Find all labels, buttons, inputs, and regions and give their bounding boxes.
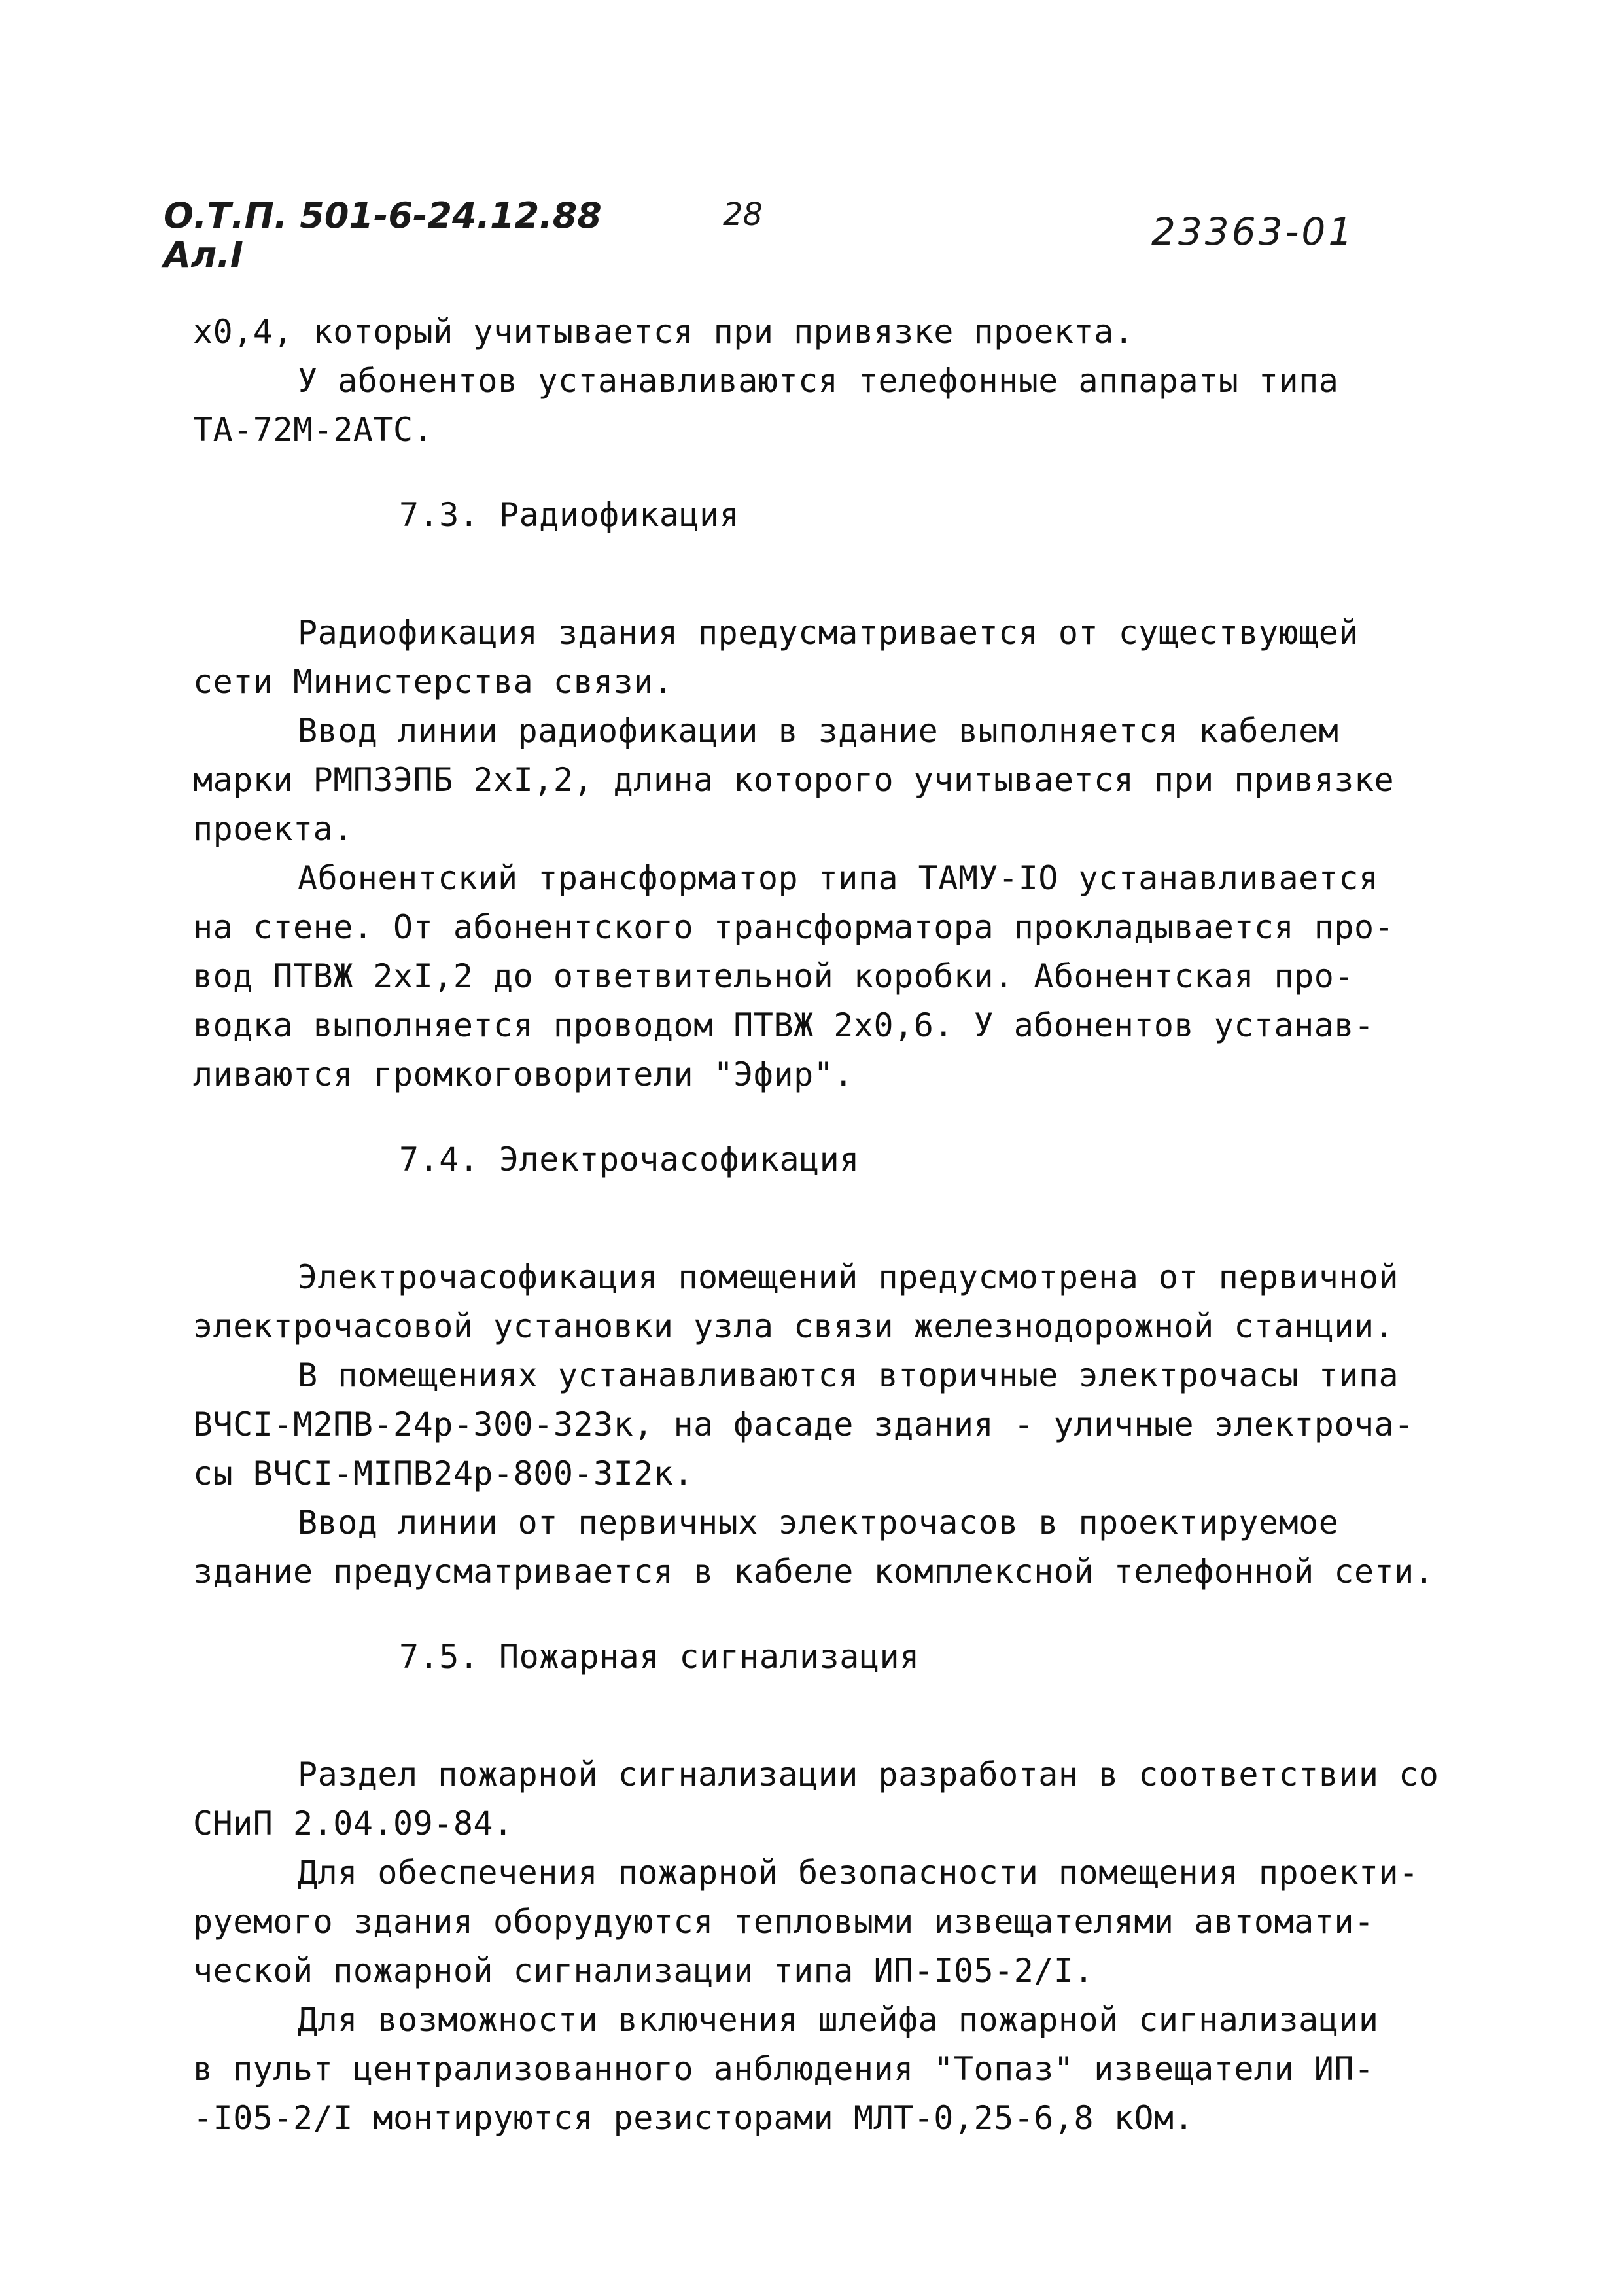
text-line: -I05-2/I монтируются резисторами МЛТ-0,25-6,8 кОм. xyxy=(193,2099,1195,2137)
text-line: Раздел пожарной сигнализации разработан в соответствии со xyxy=(298,1756,1439,1793)
text-line: ливаются громкоговорители "Эфир". xyxy=(193,1055,854,1093)
document-code-line2: Ал.I xyxy=(164,234,243,275)
text-line: Для возможности включения шлейфа пожарной сигнализации xyxy=(298,2001,1379,2039)
document-code xyxy=(164,196,602,275)
text-line: марки РМПЗЭПБ 2хI,2, длина которого учитывается при привязке xyxy=(193,761,1395,799)
text-line: сети Министерства связи. xyxy=(193,663,674,701)
document-number: 23363-01 xyxy=(1151,209,1355,254)
text-line: вод ПТВЖ 2хI,2 до ответвительной коробки. Абонентская про- xyxy=(193,957,1354,995)
text-line: ТА-72М-2АТС. xyxy=(193,411,434,449)
text-line: Абонентский трансформатор типа ТАМУ-IО устанавливается xyxy=(298,859,1379,897)
text-line: проекта. xyxy=(193,810,353,848)
text-line: руемого здания оборудуются тепловыми извещателями автомати- xyxy=(193,1903,1374,1941)
page-number: 28 xyxy=(723,196,763,233)
text-line: здание предусматривается в кабеле комплексной телефонной сети. xyxy=(193,1553,1435,1591)
document-body xyxy=(193,308,1482,2143)
text-line: Электрочасофикация помещений предусмотрена от первичной xyxy=(298,1258,1399,1296)
section-heading-7-5: 7.5. Пожарная сигнализация xyxy=(399,1638,920,1676)
text-line: ческой пожарной сигнализации типа ИП-I05-2/I. xyxy=(193,1952,1094,1990)
text-line: на стене. От абонентского трансформатора прокладывается про- xyxy=(193,908,1395,946)
text-line: электрочасовой установки узла связи железнодорожной станции. xyxy=(193,1307,1395,1345)
text-line: ВЧСI-М2ПВ-24р-300-323к, на фасаде здания - уличные электроча- xyxy=(193,1405,1414,1443)
text-line: Для обеспечения пожарной безопасности помещения проекти- xyxy=(298,1854,1419,1892)
text-line: х0,4, который учитывается при привязке проекта. xyxy=(193,313,1134,351)
text-line: У абонентов устанавливаются телефонные аппараты типа xyxy=(298,362,1339,400)
section-heading-7-4: 7.4. Электрочасофикация xyxy=(399,1140,860,1178)
text-line: водка выполняется проводом ПТВЖ 2х0,6. У абонентов устанав- xyxy=(193,1006,1374,1044)
document-code-line1: О.Т.П. 501-6-24.12.88 xyxy=(164,195,602,236)
text-line: В помещениях устанавливаются вторичные электрочасы типа xyxy=(298,1356,1399,1394)
text-line: Радиофикация здания предусматривается от существующей xyxy=(298,614,1359,652)
text-line: в пульт централизованного анблюдения "Топаз" извещатели ИП- xyxy=(193,2050,1374,2088)
text-line: Ввод линии радиофикации в здание выполняется кабелем xyxy=(298,712,1339,750)
section-heading-7-3: 7.3. Радиофикация xyxy=(399,496,740,534)
text-line: Ввод линии от первичных электрочасов в проектируемое xyxy=(298,1504,1339,1542)
text-line: СНиП 2.04.09-84. xyxy=(193,1805,514,1843)
text-line: сы ВЧСI-МIПВ24р-800-3I2к. xyxy=(193,1455,694,1492)
